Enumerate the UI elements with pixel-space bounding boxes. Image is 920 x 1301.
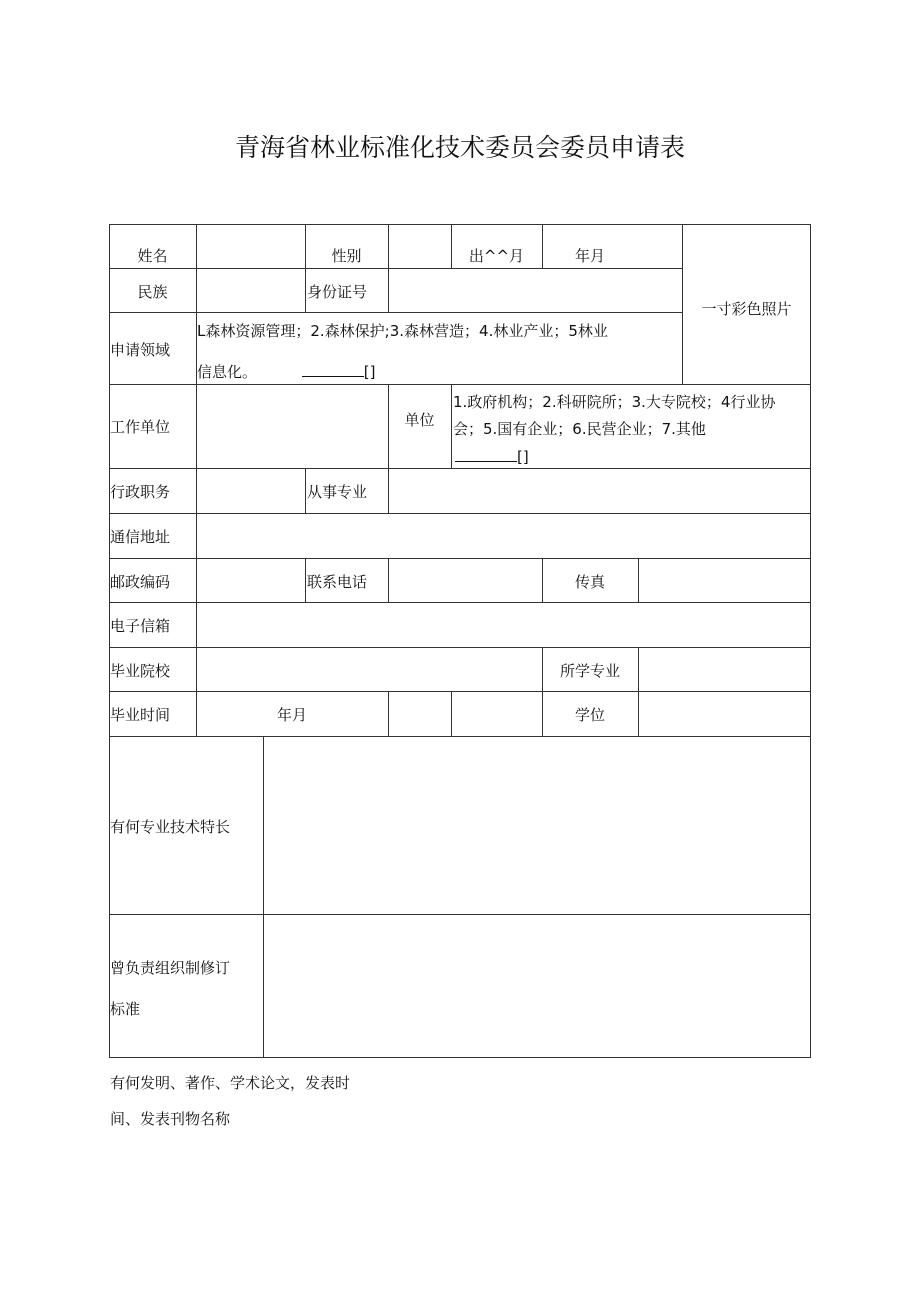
major-field[interactable]	[639, 648, 810, 691]
unit-type-options: 1.政府机构；2.科研院所；3.大专院校；4行业协	[453, 393, 776, 411]
unit-type-label: 单位	[404, 411, 435, 429]
work-unit-label: 工作单位	[110, 418, 171, 436]
form-title: 青海省林业标准化技术委员会委员申请表	[234, 133, 685, 162]
admin-position-label: 行政职务	[110, 483, 171, 501]
birth-label: 出^^月	[468, 247, 525, 265]
id-number-label: 身份证号	[307, 283, 368, 301]
expertise-field[interactable]	[264, 737, 810, 914]
apply-field-label: 申请领域	[110, 341, 171, 359]
specialty-field[interactable]	[389, 469, 810, 513]
col-divider	[305, 468, 306, 513]
email-label: 电子信箱	[110, 617, 171, 635]
apply-field-options: L森林资源管理；2.森林保护;3.森林营造；4.林业产业；5林业	[197, 322, 608, 340]
unit-type-blank[interactable]	[455, 448, 517, 462]
standards-label-line2: 标准	[110, 1000, 141, 1018]
col-divider	[305, 224, 306, 312]
ethnicity-label: 民族	[137, 283, 168, 301]
work-unit-field[interactable]	[197, 385, 388, 468]
unit-type-other-line	[455, 447, 529, 467]
name-field[interactable]	[197, 225, 305, 268]
col-divider	[305, 558, 306, 602]
unit-type-bracket[interactable]: []	[517, 448, 529, 466]
id-number-field[interactable]	[389, 269, 682, 312]
standards-field[interactable]	[264, 915, 810, 1057]
publications-label-line1: 有何发明、著作、学术论文，发表时	[110, 1074, 351, 1092]
degree-label: 学位	[574, 706, 605, 724]
publications-label-line2: 间、发表刊物名称	[110, 1110, 231, 1128]
admin-position-field[interactable]	[197, 469, 305, 513]
grad-extra-field[interactable]	[389, 692, 451, 736]
ethnicity-field[interactable]	[197, 269, 305, 312]
phone-label: 联系电话	[307, 573, 368, 591]
apply-field-blank[interactable]	[302, 363, 364, 377]
degree-field[interactable]	[639, 692, 810, 736]
grad-year-month[interactable]: 年月	[276, 706, 307, 724]
fax-label: 传真	[574, 573, 605, 591]
table-border-bottom	[109, 1057, 811, 1058]
photo-placeholder[interactable]: 一寸彩色照片	[701, 300, 792, 318]
gender-label: 性别	[331, 247, 362, 265]
birth-year-month[interactable]: 年月	[574, 247, 605, 265]
apply-field-bracket[interactable]: []	[363, 363, 376, 381]
apply-field-info: 信息化。	[197, 363, 258, 381]
fax-field[interactable]	[639, 559, 810, 602]
table-border-right	[810, 224, 811, 1058]
name-label: 姓名	[137, 247, 168, 265]
school-label: 毕业院校	[110, 662, 171, 680]
email-field[interactable]	[197, 603, 810, 647]
col-divider	[451, 384, 452, 468]
grad-time-label: 毕业时间	[110, 706, 171, 724]
standards-label-line1: 曾负责组织制修订	[110, 959, 231, 977]
major-label: 所学专业	[559, 662, 620, 680]
unit-type-options-line2: 会；5.国有企业；6.民营企业；7.其他	[453, 420, 706, 438]
postcode-label: 邮政编码	[110, 573, 171, 591]
gender-field[interactable]	[389, 225, 451, 268]
apply-field-options-line2	[197, 362, 376, 382]
specialty-label: 从事专业	[307, 483, 368, 501]
expertise-label: 有何专业技术特长	[110, 818, 231, 836]
school-field[interactable]	[197, 648, 542, 691]
address-field[interactable]	[197, 514, 810, 558]
address-label: 通信地址	[110, 528, 171, 546]
phone-field[interactable]	[389, 559, 542, 602]
grad-extra-field-2[interactable]	[452, 692, 542, 736]
postcode-field[interactable]	[197, 559, 305, 602]
